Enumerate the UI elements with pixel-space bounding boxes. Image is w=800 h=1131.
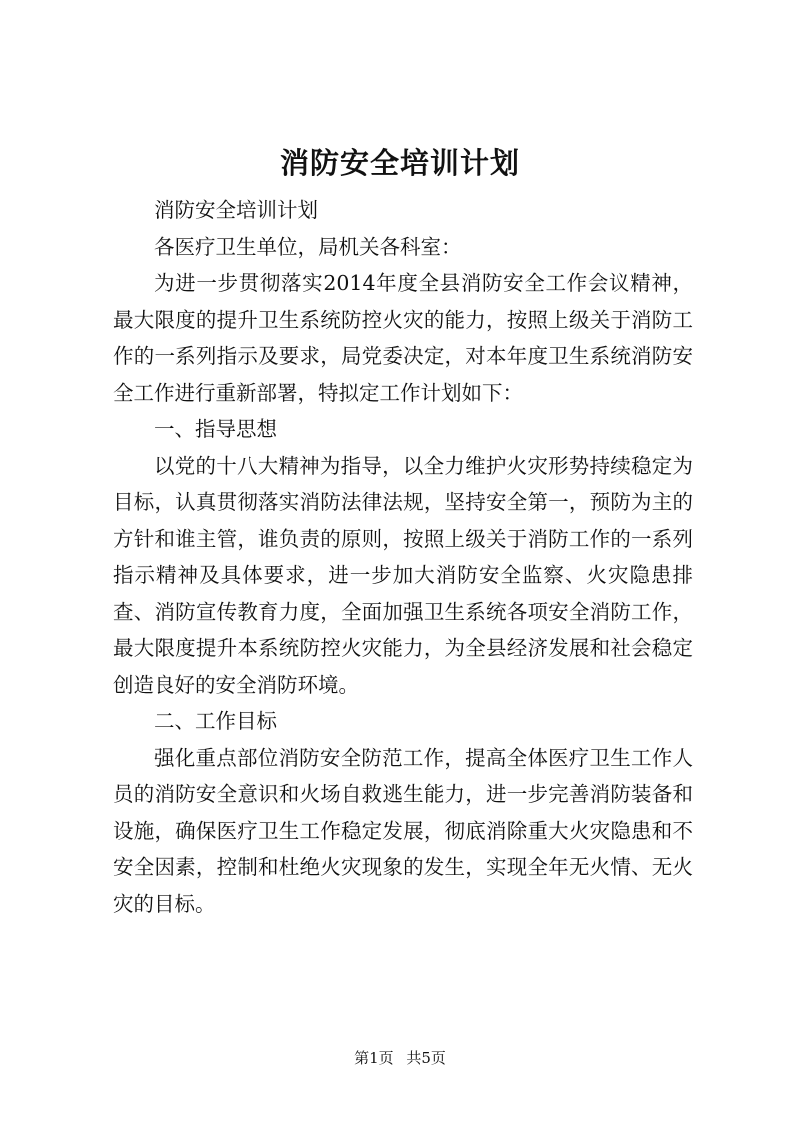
page-number: 第1页 [354, 1049, 394, 1067]
section-heading-work-goals: 二、工作目标 [154, 709, 277, 733]
page-total: 共5页 [406, 1049, 446, 1067]
paragraph-subtitle: 消防安全培训计划 [154, 198, 318, 222]
page-footer [0, 1048, 800, 1068]
section-heading-guiding-ideology: 一、指导思想 [154, 417, 277, 441]
document-title: 消防安全培训计划 [279, 146, 520, 180]
document-body [113, 192, 693, 922]
paragraph-salutation: 各医疗卫生单位，局机关各科室： [154, 234, 462, 259]
paragraph-intro: 为进一步贯彻落实2014年度全县消防安全工作会议精神，最大限度的提升卫生系统防控火灾的能力，按照上级关于消防工作的一系列指示及要求，局党委决定，对本年度卫生系统消防安全工作进行重新部署，特拟定工作计划如下： [113, 271, 693, 405]
paragraph-guiding-ideology: 以党的十八大精神为指导，以全力维护火灾形势持续稳定为目标，认真贯彻落实消防法律法规，坚持安全第一，预防为主的方针和谁主管，谁负责的原则，按照上级关于消防工作的一系列指示精神及具体要求，进一步加大消防安全监察、火灾隐患排查、消防宣传教育力度，全面加强卫生系统各项安全消防工作，最大限度提升本系统防控火灾能力，为全县经济发展和社会稳定创造良好的安全消防环境。 [113, 453, 693, 697]
paragraph-work-goals: 强化重点部位消防安全防范工作，提高全体医疗卫生工作人员的消防安全意识和火场自救逃生能力，进一步完善消防装备和设施，确保医疗卫生工作稳定发展，彻底消除重大火灾隐患和不安全因素，控制和杜绝火灾现象的发生，实现全年无火情、无火灾的目标。 [113, 745, 693, 916]
